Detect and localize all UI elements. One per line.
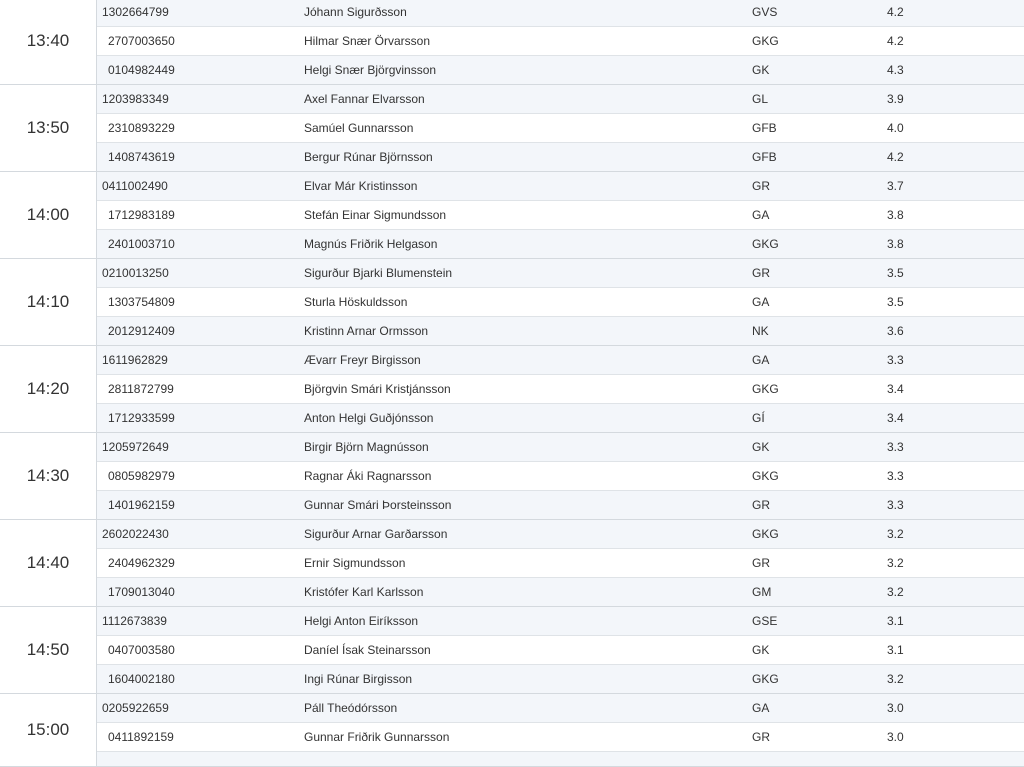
player-handicap: 3.0 — [887, 701, 904, 715]
player-row — [97, 548, 1024, 577]
player-club: GA — [752, 295, 770, 309]
player-handicap: 3.5 — [887, 295, 904, 309]
player-id: 0104982449 — [108, 63, 175, 77]
player-club: GKG — [752, 527, 779, 541]
player-name: Björgvin Smári Kristjánsson — [304, 382, 451, 396]
player-row — [97, 664, 1024, 693]
player-club: GKG — [752, 469, 779, 483]
player-id: 1709013040 — [108, 585, 175, 599]
player-row — [97, 200, 1024, 229]
player-row — [97, 607, 1024, 635]
player-handicap: 3.3 — [887, 469, 904, 483]
player-club: GA — [752, 701, 770, 715]
player-list — [97, 433, 1024, 519]
player-row — [97, 85, 1024, 113]
player-row — [97, 113, 1024, 142]
tee-time-group — [0, 259, 1024, 346]
player-name: Gunnar Friðrik Gunnarsson — [304, 730, 450, 744]
player-list — [97, 259, 1024, 345]
tee-time: 14:50 — [0, 607, 97, 693]
player-club: GR — [752, 556, 770, 570]
player-name: Samúel Gunnarsson — [304, 121, 414, 135]
player-row — [97, 142, 1024, 171]
player-name: Gunnar Smári Þorsteinsson — [304, 498, 452, 512]
player-club: NK — [752, 324, 769, 338]
player-handicap: 3.9 — [887, 92, 904, 106]
player-club: GSE — [752, 614, 778, 628]
player-club: GR — [752, 179, 770, 193]
player-handicap: 3.4 — [887, 411, 904, 425]
player-club: GVS — [752, 5, 778, 19]
player-club: GKG — [752, 34, 779, 48]
player-name: Birgir Björn Magnússon — [304, 440, 429, 454]
player-row — [97, 433, 1024, 461]
player-club: GK — [752, 440, 770, 454]
player-id: 0407003580 — [108, 643, 175, 657]
player-handicap: 3.3 — [887, 498, 904, 512]
player-row — [97, 172, 1024, 200]
player-club: GKG — [752, 672, 779, 686]
empty-row — [97, 751, 1024, 766]
player-name: Páll Theódórsson — [304, 701, 398, 715]
player-row — [97, 490, 1024, 519]
player-name: Axel Fannar Elvarsson — [304, 92, 425, 106]
player-name: Sigurður Arnar Garðarsson — [304, 527, 448, 541]
player-handicap: 3.2 — [887, 527, 904, 541]
player-list — [97, 0, 1024, 84]
player-club: GL — [752, 92, 769, 106]
player-name: Jóhann Sigurðsson — [304, 5, 407, 19]
tee-time-group — [0, 172, 1024, 259]
tee-time: 14:30 — [0, 433, 97, 519]
player-name: Kristinn Arnar Ormsson — [304, 324, 429, 338]
player-name: Ernir Sigmundsson — [304, 556, 406, 570]
player-id: 0411002490 — [102, 179, 168, 193]
player-id: 2404962329 — [108, 556, 175, 570]
tee-time-group — [0, 85, 1024, 172]
player-handicap: 3.2 — [887, 585, 904, 599]
player-id: 1611962829 — [102, 353, 168, 367]
player-name: Helgi Snær Björgvinsson — [304, 63, 437, 77]
tee-time-group — [0, 607, 1024, 694]
player-id: 1112673839 — [102, 614, 167, 628]
player-row — [97, 316, 1024, 345]
tee-time: 15:00 — [0, 694, 97, 766]
player-id: 1401962159 — [108, 498, 175, 512]
player-id: 1604002180 — [108, 672, 175, 686]
player-handicap: 4.2 — [887, 5, 904, 19]
player-club: GÍ — [752, 411, 765, 425]
player-list — [97, 172, 1024, 258]
player-handicap: 4.0 — [887, 121, 904, 135]
player-id: 1408743619 — [108, 150, 175, 164]
player-name: Magnús Friðrik Helgason — [304, 237, 438, 251]
tee-time: 13:50 — [0, 85, 97, 171]
player-handicap: 3.5 — [887, 266, 904, 280]
player-handicap: 3.1 — [887, 614, 904, 628]
player-name: Helgi Anton Eiríksson — [304, 614, 419, 628]
player-club: GK — [752, 63, 770, 77]
player-row — [97, 520, 1024, 548]
player-name: Sigurður Bjarki Blumenstein — [304, 266, 453, 280]
player-handicap: 4.2 — [887, 34, 904, 48]
player-handicap: 3.3 — [887, 353, 904, 367]
player-id: 1203983349 — [102, 92, 169, 106]
player-club: GR — [752, 498, 770, 512]
player-name: Stefán Einar Sigmundsson — [304, 208, 447, 222]
tee-time-group — [0, 433, 1024, 520]
player-club: GA — [752, 353, 770, 367]
player-name: Anton Helgi Guðjónsson — [304, 411, 434, 425]
player-club: GFB — [752, 150, 777, 164]
player-row — [97, 26, 1024, 55]
player-club: GK — [752, 643, 770, 657]
player-club: GR — [752, 730, 770, 744]
player-name: Elvar Már Kristinsson — [304, 179, 418, 193]
player-club: GM — [752, 585, 772, 599]
player-row — [97, 346, 1024, 374]
player-row — [97, 403, 1024, 432]
player-list — [97, 520, 1024, 606]
player-row — [97, 55, 1024, 84]
player-name: Ævarr Freyr Birgisson — [304, 353, 421, 367]
player-handicap: 3.3 — [887, 440, 904, 454]
player-list — [97, 85, 1024, 171]
player-row — [97, 577, 1024, 606]
player-club: GKG — [752, 237, 779, 251]
tee-time-group — [0, 694, 1024, 767]
player-handicap: 3.8 — [887, 208, 904, 222]
player-handicap: 3.0 — [887, 730, 904, 744]
player-name: Hilmar Snær Örvarsson — [304, 34, 431, 48]
player-id: 0210013250 — [102, 266, 169, 280]
player-id: 2602022430 — [102, 527, 169, 541]
player-row — [97, 722, 1024, 751]
tee-time-group — [0, 0, 1024, 85]
player-id: 1302664799 — [102, 5, 169, 19]
player-id: 2012912409 — [108, 324, 175, 338]
player-row — [97, 0, 1024, 26]
player-name: Kristófer Karl Karlsson — [304, 585, 424, 599]
player-row — [97, 461, 1024, 490]
player-name: Ingi Rúnar Birgisson — [304, 672, 413, 686]
player-id: 1303754809 — [108, 295, 175, 309]
player-list — [97, 694, 1024, 766]
player-handicap: 3.8 — [887, 237, 904, 251]
player-handicap: 3.2 — [887, 556, 904, 570]
player-club: GR — [752, 266, 770, 280]
player-handicap: 3.2 — [887, 672, 904, 686]
player-name: Ragnar Áki Ragnarsson — [304, 469, 432, 483]
player-row — [97, 635, 1024, 664]
player-id: 1205972649 — [102, 440, 169, 454]
player-list — [97, 346, 1024, 432]
player-id: 0205922659 — [102, 701, 169, 715]
player-id: 2310893229 — [108, 121, 175, 135]
player-name: Bergur Rúnar Björnsson — [304, 150, 433, 164]
player-id: 2707003650 — [108, 34, 175, 48]
player-id: 2811872799 — [108, 382, 174, 396]
tee-time: 14:20 — [0, 346, 97, 432]
player-club: GKG — [752, 382, 779, 396]
player-row — [97, 287, 1024, 316]
player-id: 1712933599 — [108, 411, 175, 425]
player-handicap: 4.3 — [887, 63, 904, 77]
player-id: 2401003710 — [108, 237, 175, 251]
tee-time: 14:40 — [0, 520, 97, 606]
player-handicap: 3.4 — [887, 382, 904, 396]
tee-time: 14:10 — [0, 259, 97, 345]
player-row — [97, 259, 1024, 287]
player-handicap: 3.1 — [887, 643, 904, 657]
player-list — [97, 607, 1024, 693]
player-name: Daníel Ísak Steinarsson — [304, 643, 431, 657]
player-club: GFB — [752, 121, 777, 135]
player-handicap: 3.7 — [887, 179, 904, 193]
player-row — [97, 694, 1024, 722]
tee-time: 13:40 — [0, 0, 97, 84]
player-id: 0805982979 — [108, 469, 175, 483]
player-id: 1712983189 — [108, 208, 175, 222]
player-row — [97, 229, 1024, 258]
player-handicap: 4.2 — [887, 150, 904, 164]
player-id: 0411892159 — [108, 730, 174, 744]
player-name: Sturla Höskuldsson — [304, 295, 408, 309]
tee-time-group — [0, 520, 1024, 607]
player-handicap: 3.6 — [887, 324, 904, 338]
tee-time-group — [0, 346, 1024, 433]
player-row — [97, 374, 1024, 403]
player-club: GA — [752, 208, 770, 222]
tee-time: 14:00 — [0, 172, 97, 258]
